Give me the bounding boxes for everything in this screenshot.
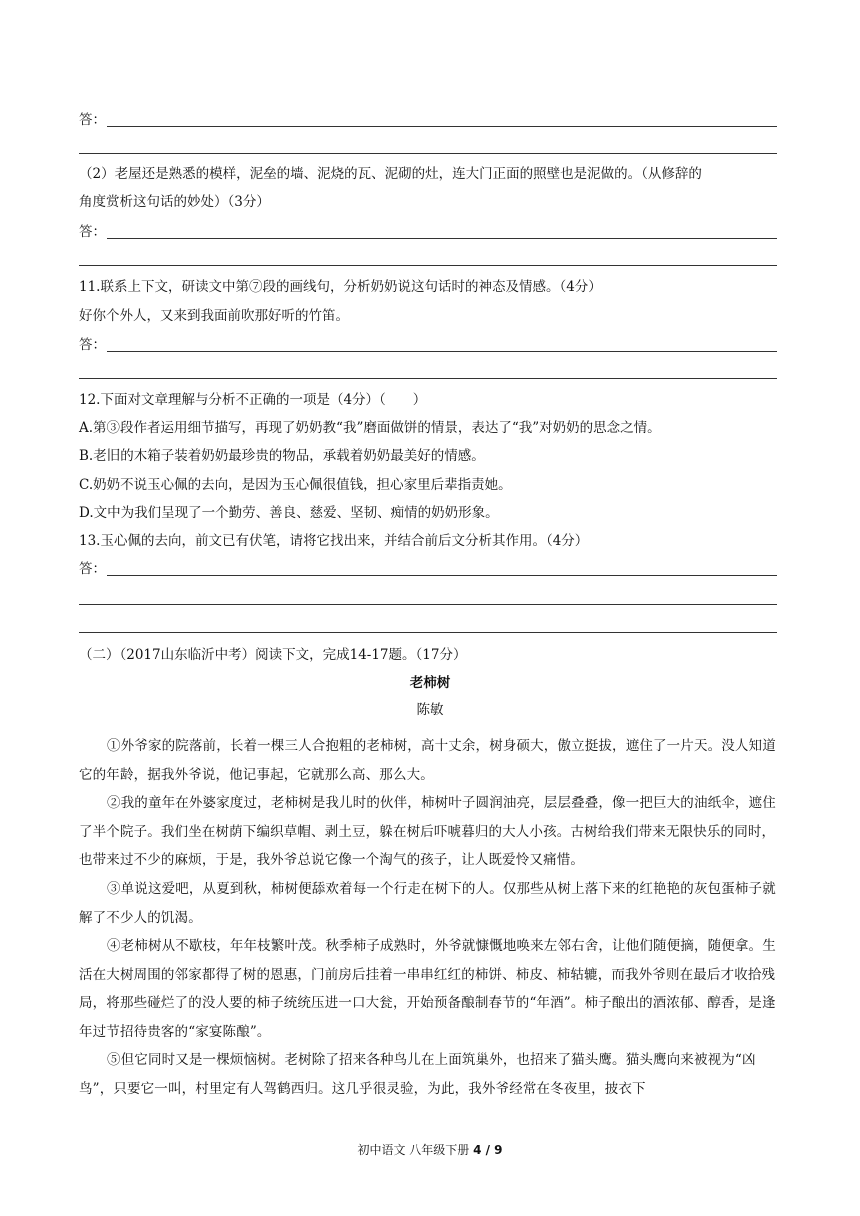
- answer-underline: [107, 238, 777, 239]
- article-author: 陈敏: [416, 702, 444, 718]
- article-paragraph-4: ④老柿树从不歇枝，年年枝繁叶茂。秋季柿子成熟时，外爷就慷慨地唤来左邻右舍，让他们随便摘，随便拿。生活在大树周围的邻家都得了树的恩惠，门前房后挂着一串串红红的柿饼、柿皮、柿轱辘，而我外爷则在最后才收拾残局，将那些碰烂了的没人要的柿子统统压进一口大瓮，开始预备酿制春节的“年酒”。柿子酿出的酒浓郁、醇香，是逢年过节招待贵客的“家宴陈酿”。: [79, 938, 776, 1040]
- question-10-2-line-1: （2）老屋还是熟悉的模样，泥垒的墙、泥烧的瓦、泥砌的灶，连大门正面的照壁也是泥做的。（从修辞的: [79, 166, 702, 182]
- answer-label: 答：: [79, 112, 106, 128]
- answer-underline: [79, 153, 777, 154]
- answer-line[interactable]: [79, 110, 777, 130]
- answer-line[interactable]: [79, 335, 777, 355]
- answer-underline: [79, 632, 777, 633]
- question-12-stem: 12.下面对文章理解与分析不正确的一项是（4分）（ ）: [79, 392, 427, 408]
- question-13-stem: 13.玉心佩的去向，前文已有伏笔，请将它找出来，并结合前后文分析其作用。（4分）: [79, 533, 589, 549]
- article-paragraph-5: ⑤但它同时又是一棵烦恼树。老树除了招来各种鸟儿在上面筑巢外，也招来了猫头鹰。猫头鹰向来被视为“凶鸟”，只要它一叫，村里定有人驾鹤西归。这几乎很灵验，为此，我外爷经常在冬夜里，披衣下: [79, 1052, 756, 1097]
- answer-label: 答：: [79, 561, 106, 577]
- article-paragraph-1: ①外爷家的院落前，长着一棵三人合抱粗的老柿树，高十丈余，树身硕大，傲立挺拔，遮住了一片天。没人知道它的年龄，据我外爷说，他记事起，它就那么高、那么大。: [79, 738, 776, 783]
- page-number: 4 / 9: [473, 1143, 503, 1157]
- question-11-quote: 好你个外人，又来到我面前吹那好听的竹笛。: [79, 308, 349, 324]
- question-12-option-b: B.老旧的木箱子装着奶奶最珍贵的物品，承载着奶奶最美好的情感。: [79, 448, 485, 464]
- answer-underline: [107, 351, 777, 352]
- question-12-option-a: A.第③段作者运用细节描写，再现了奶奶教“我”磨面做饼的情景，表达了“我”对奶奶的思念之情。: [79, 420, 661, 436]
- footer-course-label: 初中语文 八年级下册: [357, 1143, 474, 1157]
- article-title: 老柿树: [409, 675, 451, 691]
- answer-underline: [79, 265, 777, 266]
- question-12-option-d: D.文中为我们呈现了一个勤劳、善良、慈爱、坚韧、痴情的奶奶形象。: [79, 505, 499, 521]
- answer-label: 答：: [79, 224, 106, 240]
- answer-underline: [107, 575, 777, 576]
- answer-underline: [79, 378, 777, 379]
- answer-line[interactable]: [79, 559, 777, 579]
- question-12-option-c: C.奶奶不说玉心佩的去向，是因为玉心佩很值钱，担心家里后辈指责她。: [79, 477, 512, 493]
- article-paragraph-2: ②我的童年在外婆家度过，老柿树是我儿时的伙伴，柿树叶子圆润油亮，层层叠叠，像一把巨大的油纸伞，遮住了半个院子。我们坐在树荫下编织草帽、剥土豆，躲在树后吓唬暮归的大人小孩。古树给我们带来无限快乐的同时，也带来过不少的麻烦，于是，我外爷总说它像一个淘气的孩子，让人既爱怜又痛惜。: [79, 795, 776, 868]
- answer-underline: [79, 604, 777, 605]
- section-2-header: （二）（2017山东临沂中考）阅读下文，完成14-17题。（17分）: [79, 647, 467, 663]
- article-paragraph-3: ③单说这爱吧，从夏到秋，柿树便舔欢着每一个行走在树下的人。仅那些从树上落下来的红艳艳的灰包蛋柿子就解了不少人的饥渴。: [79, 881, 776, 926]
- question-10-2-line-2: 角度赏析这句话的妙处）（3分）: [79, 194, 270, 210]
- answer-underline: [107, 126, 777, 127]
- question-11-stem: 11.联系上下文，研读文中第⑦段的画线句，分析奶奶说这句话时的神态及情感。（4分）: [79, 279, 602, 295]
- answer-line[interactable]: [79, 222, 777, 242]
- page-footer: [0, 1141, 860, 1159]
- answer-label: 答：: [79, 337, 106, 353]
